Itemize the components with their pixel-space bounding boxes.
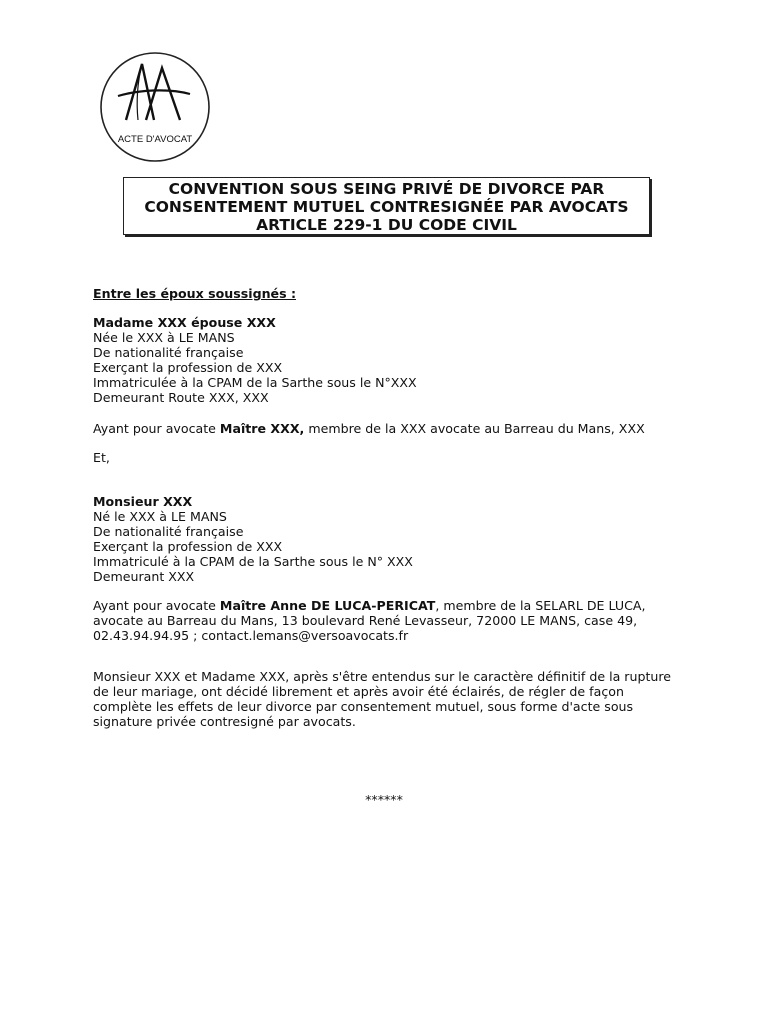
husband-detail: Immatriculé à la CPAM de la Sarthe sous le N° XXX	[93, 554, 413, 569]
agreement-line: complète les effets de leur divorce par consentement mutuel, sous forme d'acte sous	[93, 699, 634, 714]
document-title	[123, 177, 650, 235]
agreement-line: de leur mariage, ont décidé librement et après avoir été éclairés, de régler de façon	[93, 684, 624, 699]
wife-detail: Exerçant la profession de XXX	[93, 360, 283, 375]
husband-lawyer-address: avocate au Barreau du Mans, 13 boulevard René Levasseur, 72000 LE MANS, case 49,	[93, 613, 638, 628]
husband-lawyer	[93, 598, 646, 643]
title-line: CONVENTION SOUS SEING PRIVÉ DE DIVORCE PAR	[168, 180, 605, 198]
wife-lawyer-prefix: Ayant pour avocate	[93, 421, 220, 436]
wife-detail: De nationalité française	[93, 345, 244, 360]
husband-block	[93, 494, 413, 584]
logo-seal-icon	[98, 50, 212, 164]
acte-davocat-logo	[98, 50, 212, 164]
wife-lawyer-suffix: membre de la XXX avocate au Barreau du Mans, XXX	[304, 421, 645, 436]
husband-lawyer-suffix: , membre de la SELARL DE LUCA,	[435, 598, 646, 613]
agreement-line: Monsieur XXX et Madame XXX, après s'être entendus sur le caractère définitif de la rupture	[93, 669, 672, 684]
husband-name: Monsieur XXX	[93, 494, 193, 509]
husband-lawyer-contact: 02.43.94.94.95 ; contact.lemans@versoavocats.fr	[93, 628, 409, 643]
title-line: ARTICLE 229-1 DU CODE CIVIL	[256, 216, 517, 234]
section-end-mark: ******	[365, 792, 403, 807]
wife-detail: Née le XXX à LE MANS	[93, 330, 235, 345]
husband-lawyer-prefix: Ayant pour avocate	[93, 598, 220, 613]
wife-detail: Demeurant Route XXX, XXX	[93, 390, 269, 405]
agreement-line: signature privée contresigné par avocats.	[93, 714, 356, 729]
agreement-paragraph	[93, 669, 671, 729]
wife-lawyer-name: Maître XXX,	[219, 421, 305, 436]
wife-lawyer	[93, 421, 645, 436]
husband-detail: De nationalité française	[93, 524, 244, 539]
wife-name: Madame XXX épouse XXX	[93, 315, 276, 330]
wife-block	[93, 315, 417, 405]
logo-caption: ACTE D'AVOCAT	[117, 134, 193, 145]
separator-text: Et,	[93, 450, 110, 465]
husband-lawyer-name: Maître Anne DE LUCA-PERICAT	[219, 598, 436, 613]
parties-intro: Entre les époux soussignés :	[93, 286, 297, 301]
wife-detail: Immatriculée à la CPAM de la Sarthe sous le N°XXX	[93, 375, 417, 390]
husband-detail: Demeurant XXX	[93, 569, 195, 584]
husband-detail: Exerçant la profession de XXX	[93, 539, 283, 554]
husband-detail: Né le XXX à LE MANS	[93, 509, 227, 524]
title-line: CONSENTEMENT MUTUEL CONTRESIGNÉE PAR AVOCATS	[144, 198, 629, 216]
